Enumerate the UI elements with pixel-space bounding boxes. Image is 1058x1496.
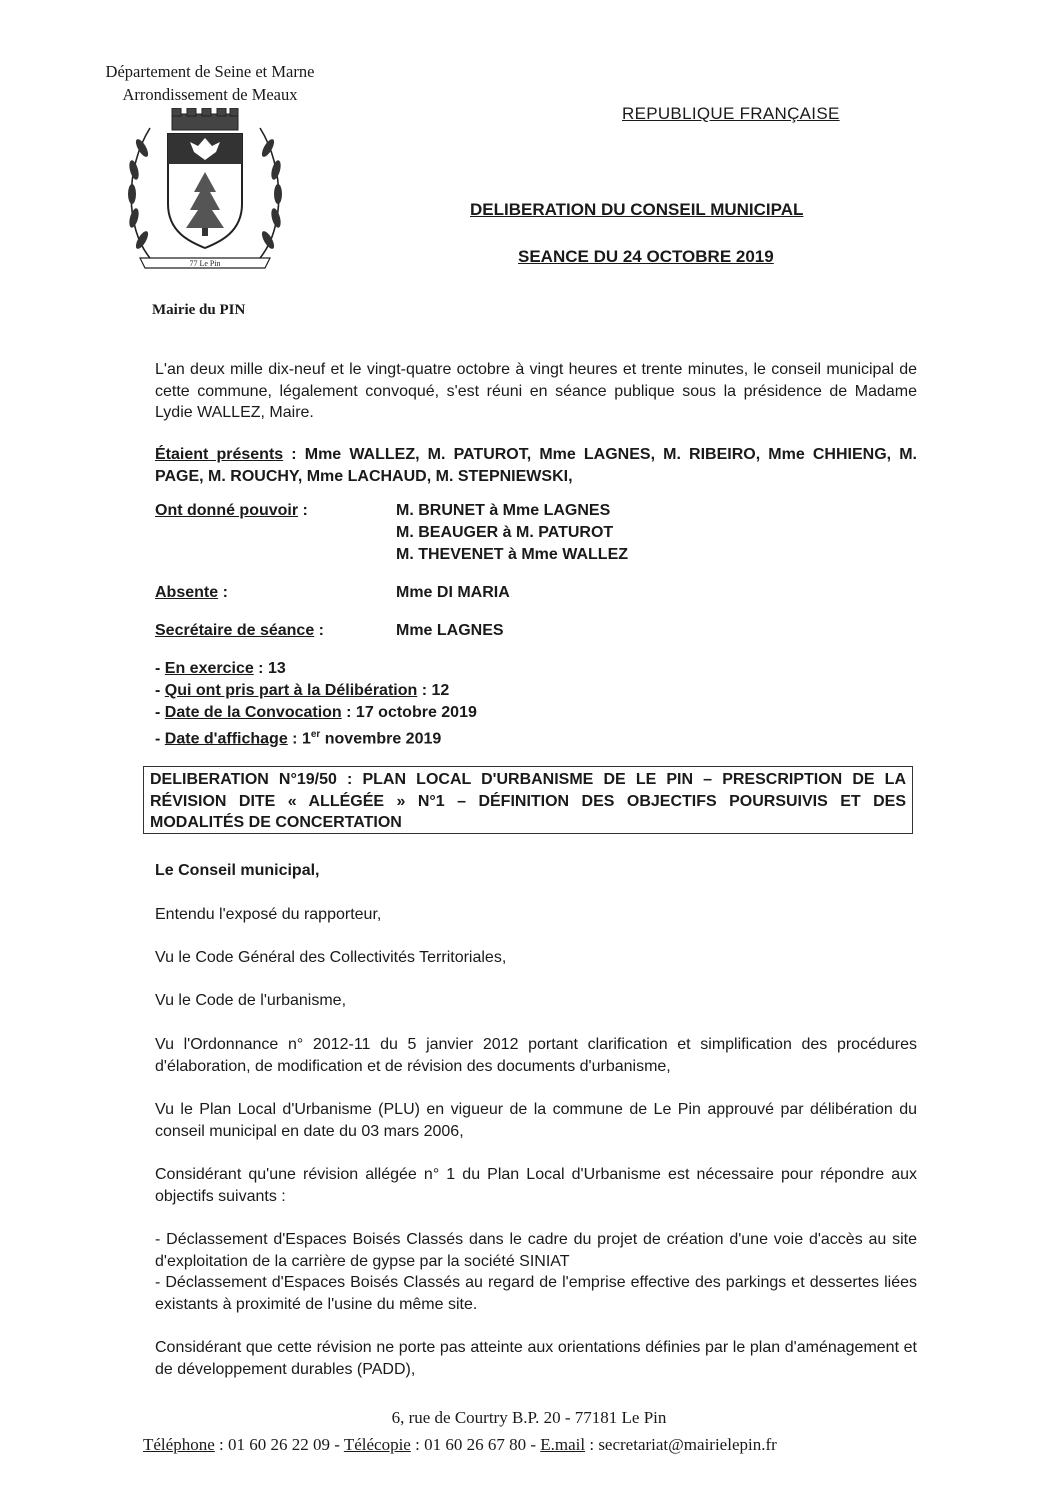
header-left	[60, 60, 360, 106]
republique-heading: REPUBLIQUE FRANÇAISE	[622, 104, 840, 123]
body-paragraph: Vu le Code de l'urbanisme,	[155, 992, 347, 1009]
body-paragraph: Entendu l'exposé du rapporteur,	[155, 906, 382, 923]
secretaire-label: Secrétaire de séance	[155, 622, 315, 639]
conseil-heading: Le Conseil municipal,	[155, 862, 320, 879]
footer-tel-label: Téléphone	[143, 1435, 215, 1454]
pouvoir-label-row: Ont donné pouvoir :	[155, 502, 308, 519]
body-paragraph: - Déclassement d'Espaces Boisés Classés au regard de l'emprise effective des parkings et dessertes liées existants à proximité de l'usine du même site.	[155, 1274, 917, 1313]
absente-label: Absente	[155, 584, 219, 601]
departement: Département de Seine et Marne	[105, 62, 315, 81]
body-paragraph: Considérant que cette révision ne porte pas atteinte aux orientations définies par le plan d'aménagement et de développement durables (PADD),	[155, 1339, 917, 1378]
footer-mail-label: E.mail	[540, 1435, 586, 1454]
mairie-label: Mairie du PIN	[152, 302, 246, 318]
stats-list	[155, 658, 477, 750]
secretaire-value: Mme LAGNES	[396, 622, 504, 639]
pouvoir-line: M. BRUNET à Mme LAGNES	[396, 502, 611, 519]
document-title: DELIBERATION DU CONSEIL MUNICIPAL	[470, 200, 804, 219]
pouvoir-line: M. BEAUGER à M. PATUROT	[396, 524, 614, 541]
body-paragraph: Vu l'Ordonnance n° 2012-11 du 5 janvier 2012 portant clarification et simplification des procédures d'élaboration, de modification et de révision des documents d'urbanisme,	[155, 1036, 917, 1075]
footer-address: 6, rue de Courtry B.P. 20 - 77181 Le Pin	[391, 1408, 667, 1427]
stat-row: - Date d'affichage : 1er novembre 2019	[155, 729, 442, 748]
arrondissement: Arrondissement de Meaux	[122, 85, 298, 104]
footer-fax-label: Télécopie	[343, 1435, 411, 1454]
stat-row: - En exercice : 13	[155, 660, 286, 677]
absente-value: Mme DI MARIA	[396, 584, 510, 601]
presents-label: Étaient présents	[155, 446, 284, 463]
absente-label-row: Absente :	[155, 584, 228, 601]
pouvoir-label: Ont donné pouvoir	[155, 502, 299, 519]
body-paragraph: Considérant qu'une révision allégée n° 1 du Plan Local d'Urbanisme est nécessaire pour répondre aux objectifs suivants :	[155, 1166, 917, 1205]
pouvoir-line: M. THEVENET à Mme WALLEZ	[396, 546, 629, 563]
stat-row: - Date de la Convocation : 17 octobre 2019	[155, 704, 477, 721]
body-paragraph: Vu le Plan Local d'Urbanisme (PLU) en vigueur de la commune de Le Pin approuvé par délibération du conseil municipal en date du 03 mars 2006,	[155, 1101, 917, 1140]
footer-contact: Téléphone : 01 60 26 22 09 - Télécopie : 01 60 26 67 80 - E.mail : secretariat@mairielepin.fr	[143, 1435, 777, 1454]
body-paragraph: Vu le Code Général des Collectivités Territoriales,	[155, 949, 507, 966]
body-paragraph: - Déclassement d'Espaces Boisés Classés dans le cadre du projet de création d'une voie d'accès au site d'exploitation de la carrière de gypse par la société SINIAT	[155, 1231, 917, 1270]
pouvoir-list	[396, 500, 628, 566]
town-crest-logo	[120, 108, 290, 278]
secretaire-label-row: Secrétaire de séance :	[155, 622, 324, 639]
intro-paragraph: L'an deux mille dix-neuf et le vingt-quatre octobre à vingt heures et trente minutes, le conseil municipal de cette commune, légalement convoqué, s'est réuni en séance publique sous la présidence de Madame Lydie WALLEZ, Maire.	[155, 361, 917, 421]
presents-value: : Mme WALLEZ, M. PATUROT, Mme LAGNES, M. RIBEIRO, Mme CHHIENG, M. PAGE, M. ROUCHY, Mme LACHAUD, M. STEPNIEWSKI,	[155, 446, 917, 485]
footer-mail: : secretariat@mairielepin.fr	[585, 1435, 777, 1454]
deliberation-title-box: DELIBERATION N°19/50 : PLAN LOCAL D'URBANISME DE LE PIN – PRESCRIPTION DE LA RÉVISION DITE « ALLÉGÉE » N°1 – DÉFINITION DES OBJECTIFS POURSUIVIS ET DES MODALITÉS DE CONCERTATION	[143, 766, 913, 834]
presents-paragraph	[155, 444, 917, 487]
stat-row: - Qui ont pris part à la Délibération : 12	[155, 682, 450, 699]
crest-motto: 77 Le Pin	[189, 259, 221, 268]
seance-date: SEANCE DU 24 OCTOBRE 2019	[518, 247, 774, 266]
